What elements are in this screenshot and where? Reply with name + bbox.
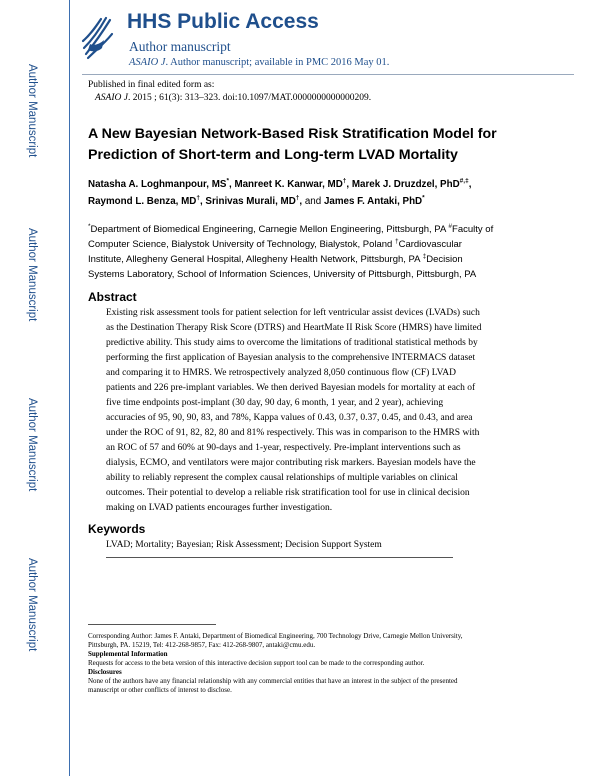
abstract-line: as the Destination Therapy Risk Score (DTRS) and HeartMate II Risk Score (HMRS) have limited (106, 323, 482, 333)
side-label-author-manuscript: Author Manuscript (26, 558, 38, 652)
journal-name: ASAIO J (129, 57, 166, 68)
keywords-divider (106, 557, 453, 558)
citation-details: . 2015 ; 61(3): 313–323. doi:10.1097/MAT.0000000000000209. (127, 93, 372, 103)
author-name: Natasha A. Loghmanpour, MS (88, 179, 227, 190)
disclosures-text: manuscript or other conflicts of interest to disclose. (88, 686, 232, 694)
affiliation-mark: † (394, 237, 399, 245)
affiliation-text: Institute, Allegheny General Hospital, Allegheny Health Network, Pittsburgh, PA (88, 254, 420, 265)
author-line: Natasha A. Loghmanpour, MS*, Manreet K. Kanwar, MD†, Marek J. Druzdzel, PhD#,‡, (88, 177, 472, 190)
published-in-label: Published in final edited form as: (88, 80, 215, 90)
footnotes (88, 632, 558, 695)
affiliation-mark: # (448, 222, 453, 230)
author-line: Raymond L. Benza, MD†, Srinivas Murali, MD†, and James F. Antaki, PhD* (88, 194, 425, 207)
abstract-line: accuracies of 95, 90, 90, 83, and 78%, Kappa values of 0.43, 0.37, 0.37, 0.45, and 0.43, and area (106, 413, 473, 423)
citation-journal: ASAIO J (95, 93, 128, 103)
affiliation-text: Systems Laboratory, School of Information Sciences, University of Pittsburgh, Pittsburgh, PA (88, 269, 477, 280)
title-line: Prediction of Short-term and Long-term LVAD Mortality (88, 147, 458, 163)
author-affiliation-mark: #,‡ (459, 177, 469, 185)
abstract-line: performing the first application of Bayesian analysis to the comprehensive INTERMACS dataset (106, 353, 476, 363)
corresponding-author-line: Corresponding Author: James F. Antaki, Department of Biomedical Engineering, 700 Technology Drive, Carnegie Mellon University, (88, 632, 463, 640)
abstract-body (106, 306, 536, 516)
side-rule (69, 0, 70, 776)
keywords-list: LVAD; Mortality; Bayesian; Risk Assessment; Decision Support System (106, 540, 382, 550)
abstract-line: dialysis, ECMO, and ventilators were major contributing risk markers. Bayesian models have the (106, 458, 476, 468)
abstract-line: under the ROC of 91, 82, 82, 80 and 81% respectively. This was in comparison to the HMRS with (106, 428, 480, 438)
abstract-line: patients and 226 pre-implant variables. We then derived Bayesian models for mortality at each of (106, 383, 476, 393)
affiliation-line (88, 237, 528, 252)
corresponding-author-line: Pittsburgh, PA. 15219, Tel: 412-268-9857, Fax: 412-268-9807, antaki@cmu.edu. (88, 641, 316, 649)
abstract-line: Existing risk assessment tools for patient selection for left ventricular assist devices (LVADs) such (106, 308, 480, 318)
disclosures-heading: Disclosures (88, 668, 122, 676)
author-name: James F. Antaki, PhD (323, 196, 423, 207)
abstract-line: and comparing it to HMRS. We retrospectively analyzed 8,050 continuous flow (CF) LVAD (106, 368, 456, 378)
journal-availability (129, 57, 389, 68)
availability-text: . Author manuscript; available in PMC 2016 May 01. (165, 57, 390, 68)
author-affiliation-mark: † (196, 194, 200, 202)
author-manuscript-label: Author manuscript (129, 39, 231, 54)
affiliation-text: Computer Science, Bialystok University of Technology, Bialystok, Poland (88, 239, 393, 250)
author-affiliation-mark: * (422, 194, 425, 202)
abstract-line: ability to reliably represent the complex causal relationships of multiple variables on clinical (106, 473, 458, 483)
abstract-line: making on LVAD patients encourages further investigation. (106, 503, 333, 513)
affiliation-text: Cardiovascular (398, 239, 462, 250)
side-label-author-manuscript: Author Manuscript (26, 64, 38, 158)
side-label-author-manuscript: Author Manuscript (26, 228, 38, 322)
title-line: A New Bayesian Network-Based Risk Stratification Model for (88, 126, 497, 142)
affiliation-line (88, 252, 528, 267)
affiliation-line (88, 222, 528, 237)
author-affiliation-mark: † (295, 194, 300, 202)
author-name: Marek J. Druzdzel, PhD (351, 179, 460, 190)
author-name: Manreet K. Kanwar, MD (234, 179, 343, 190)
affiliations (88, 222, 528, 282)
abstract-line: outcomes. Their potential to develop a reliable risk stratification tool for use in clinical decision (106, 488, 470, 498)
supplemental-heading: Supplemental Information (88, 650, 168, 658)
footnote-divider (88, 624, 216, 625)
abstract-line: five time endpoints post-implant (30 day, 90 day, 6 month, 1 year, and 2 year), achieving (106, 398, 444, 408)
affiliation-line (88, 267, 528, 282)
author-name: Raymond L. Benza, MD (88, 196, 197, 207)
affiliation-mark: ‡ (422, 252, 427, 260)
abstract-line: predictive ability. This study aims to overcome the limitations of traditional statistical methods by (106, 338, 478, 348)
article-title (88, 124, 548, 166)
author-affiliation-mark: * (226, 177, 229, 185)
author-affiliation-mark: † (342, 177, 347, 185)
citation-line (95, 93, 371, 103)
keywords-heading: Keywords (88, 522, 146, 536)
abstract-heading: Abstract (88, 290, 137, 304)
abstract-line: an ROC of 57 and 60% at 90-days and 1-year, respectively. Pre-implant interventions such as (106, 443, 461, 453)
affiliation-text: Faculty of (452, 224, 494, 235)
affiliation-text: Decision (426, 254, 463, 265)
hhs-eagle-logo-icon (80, 14, 114, 60)
supplemental-text: Requests for access to the beta version of this interactive decision support tool can be made to the corresponding author. (88, 659, 425, 667)
header-divider (82, 74, 574, 75)
affiliation-text: Department of Biomedical Engineering, Carnegie Mellon Engineering, Pittsburgh, PA (90, 224, 446, 235)
side-label-author-manuscript: Author Manuscript (26, 398, 38, 492)
author-name: Srinivas Murali, MD (205, 196, 296, 207)
author-conjunction: and (304, 196, 322, 207)
affiliation-mark: * (88, 222, 91, 230)
hhs-title: HHS Public Access (127, 10, 319, 33)
disclosures-text: None of the authors have any financial relationship with any commercial entities that have an interest in the subject of the presented (88, 677, 458, 685)
author-list (88, 176, 548, 210)
